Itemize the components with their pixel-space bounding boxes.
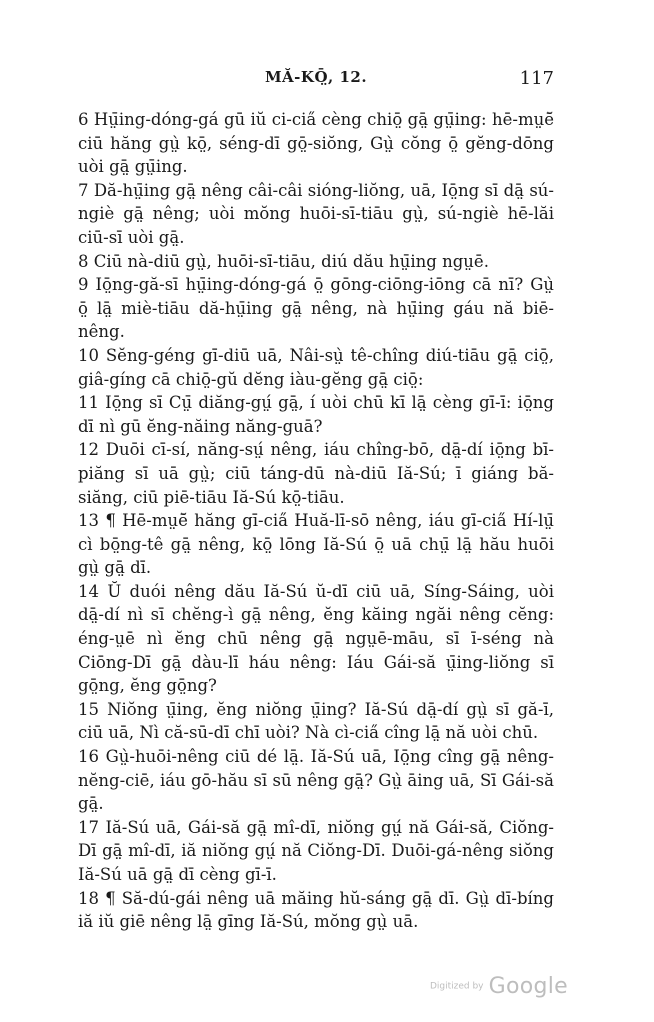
watermark-brand: Google xyxy=(488,974,568,999)
verse-8: 8 Ciū nà-diū gṳ̀, huōi-sī-tiāu, diú dău hṳ̄ing ngṳē. xyxy=(78,251,489,271)
page-header xyxy=(78,68,554,94)
page-number: 117 xyxy=(519,68,554,89)
verse-14: 14 Ŭ duói nêng dău Iă-Sú ŭ-dī ciū uā, Síng-Sáing, uòi dā̤-dí nì sī chĕng-ì gā̤ nêng, ĕng kăing ngăi nêng cĕng: éng-ṳē nì ĕng chū nêng gā̤ ngṳē-māu, sī ī-séng nà Ciōng-Dī gā̤ dàu-lī háu nêng: Iáu Gái-să ṳ̄ing-liŏng sī gō̤ng, ĕng gō̤ng? xyxy=(78,581,554,696)
verse-6: 6 Hṳ̄ing-dóng-gá gū iŭ ci-cia̋ cèng chiō̤ gā̤ gṳ̄ing: hē-mṳē̆ ciū hăng gṳ̀ kō̤, séng-dī gō̤-siŏng, Gṳ̀ cŏng ō̤ gĕng-dōng uòi gā̤ gṳ̄ing. xyxy=(78,110,554,177)
verse-15: 15 Niŏng ṳ̄ing, ĕng niŏng ṳ̄ing? Iă-Sú dā̤-dí gṳ̀ sī gă-ī, ciū uā, Nì că-sū-dī chī uòi? Nà cì-cia̋ cîng lā̤ nă uòi chū. xyxy=(78,699,554,743)
verse-17: 17 Iă-Sú uā, Gái-să gā̤ mî-dī, niŏng gṳ́ nă Gái-să, Ciŏng-Dī gā̤ mî-dī, iă niŏng gṳ́ nă Ciŏng-Dī. Duōi-gá-nêng siŏng Iă-Sú uā gā̤ dī cèng gī-ī. xyxy=(78,817,554,884)
verse-9: 9 Iō̤ng-gă-sī hṳ̄ing-dóng-gá ō̤ gōng-ciōng-iōng cā nī? Gṳ̀ ō̤ lā̤ miè-tiāu dă-hṳ̄ing gā̤ nêng, nà hṳ̄ing gáu nă biē-nêng. xyxy=(78,275,554,342)
watermark-prefix: Digitized by xyxy=(429,981,484,992)
digitized-watermark xyxy=(430,974,568,999)
verse-11: 11 Iō̤ng sī Cṳ̄ diăng-gṳ́ gā̤, í uòi chū kī lā̤ cèng gī-ī: iō̤ng dī nì gū ĕng-năing năng-guā? xyxy=(78,393,554,436)
running-head: MĂ-KŌ̤, 12. xyxy=(264,68,368,86)
verse-10: 10 Sĕng-géng gī-diū uā, Nâi-sṳ̀ tê-chîng diú-tiāu gā̤ ciō̤, giâ-gíng cā chiō̤-gŭ dĕng iàu-gĕng gā̤ ciō̤: xyxy=(78,345,554,389)
verse-13: 13 ¶ Hē-mṳē̆ hăng gī-cia̋ Huă-lī-sō nêng, iáu gī-cia̋ Hí-lṳ̄ cì bō̤ng-tê gā̤ nêng, kō̤ lōng Iă-Sú ō̤ uā chṳ̄ lā̤ hău huōi gṳ̀ gā̤ dī. xyxy=(78,511,554,578)
text-body xyxy=(78,108,554,934)
verse-18: 18 ¶ Să-dú-gái nêng uā măing hŭ-sáng gā̤ dī. Gṳ̀ dī-bíng iă iŭ giē nêng lā̤ gīng Iă-Sú, mŏng gṳ̀ uā. xyxy=(78,888,554,932)
verse-16: 16 Gṳ̀-huōi-nêng ciū dé lā̤. Iă-Sú uā, Iō̤ng cîng gā̤ nêng-nĕng-ciē, iáu gō-hău sī sū nêng gā̤? Gṳ̀ āing uā, Sī Gái-să gā̤. xyxy=(78,747,554,814)
verse-7: 7 Dă-hṳ̄ing gā̤ nêng câi-câi sióng-liŏng, uā, Iō̤ng sī dā̤ sú-ngiè gā̤ nêng; uòi mŏng huōi-sī-tiāu gṳ̀, sú-ngiè hē-lăi ciū-sī uòi gā̤. xyxy=(78,180,554,247)
verse-12: 12 Duōi cī-sí, năng-sṳ́ nêng, iáu chîng-bō, dā̤-dí iō̤ng bī-piăng sī uā gṳ̀; ciū táng-dū nà-diū Iă-Sú; ī giáng bă-siăng, ciū piē-tiāu Iă-Sú kō̤-tiāu. xyxy=(78,440,554,507)
